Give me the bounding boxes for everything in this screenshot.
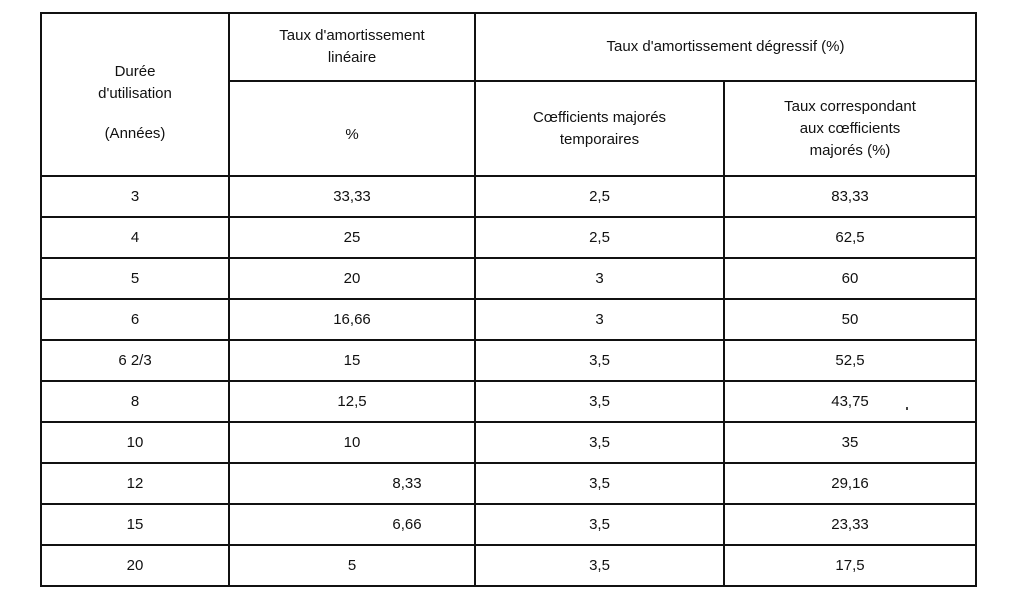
cell-duree: 10 bbox=[41, 422, 229, 463]
cell-coefficient: 2,5 bbox=[475, 176, 724, 217]
header-lineaire-line2: linéaire bbox=[327, 49, 377, 66]
cell-coefficient: 3,5 bbox=[475, 381, 724, 422]
header-taux-line1: Taux correspondant bbox=[784, 97, 916, 115]
table-row bbox=[41, 299, 976, 340]
header-coefficients bbox=[475, 81, 724, 176]
table-row bbox=[41, 340, 976, 381]
depreciation-rates-table bbox=[40, 12, 977, 587]
cell-lineaire: 6,66 bbox=[229, 504, 475, 545]
cell-duree: 15 bbox=[41, 504, 229, 545]
cell-duree: 4 bbox=[41, 217, 229, 258]
cell-coefficient: 3,5 bbox=[475, 463, 724, 504]
header-lineaire-unit: % bbox=[345, 125, 359, 143]
header-taux-line3: majorés (%) bbox=[809, 141, 891, 159]
header-lineaire bbox=[229, 13, 475, 81]
cell-lineaire: 20 bbox=[229, 258, 475, 299]
table-row bbox=[41, 504, 976, 545]
cell-lineaire: 12,5 bbox=[229, 381, 475, 422]
cell-taux: 52,5 bbox=[724, 340, 976, 381]
header-coef-line2: temporaires bbox=[559, 130, 640, 148]
table-row bbox=[41, 217, 976, 258]
cell-coefficient: 3 bbox=[475, 258, 724, 299]
cell-lineaire: 5 bbox=[229, 545, 475, 586]
cell-lineaire: 15 bbox=[229, 340, 475, 381]
table-row bbox=[41, 422, 976, 463]
cell-taux: 83,33 bbox=[724, 176, 976, 217]
cell-duree: 8 bbox=[41, 381, 229, 422]
header-taux-majores bbox=[724, 81, 976, 176]
cell-duree: 20 bbox=[41, 545, 229, 586]
cell-taux: 43,75 bbox=[724, 381, 976, 422]
header-duree-line1: Durée bbox=[114, 62, 156, 80]
header-duree-line2: d'utilisation bbox=[98, 84, 172, 102]
table-row bbox=[41, 381, 976, 422]
cell-lineaire: 16,66 bbox=[229, 299, 475, 340]
table-row bbox=[41, 545, 976, 586]
cell-duree: 6 2/3 bbox=[41, 340, 229, 381]
table-row bbox=[41, 258, 976, 299]
cell-lineaire: 25 bbox=[229, 217, 475, 258]
cell-coefficient: 3 bbox=[475, 299, 724, 340]
cell-duree: 6 bbox=[41, 299, 229, 340]
cell-duree: 5 bbox=[41, 258, 229, 299]
header-lineaire-line1: Taux d'amortissement bbox=[279, 27, 425, 44]
table-row bbox=[41, 176, 976, 217]
cell-coefficient: 3,5 bbox=[475, 545, 724, 586]
header-lineaire-unit-cell bbox=[229, 81, 475, 176]
cell-taux: 62,5 bbox=[724, 217, 976, 258]
header-row-1 bbox=[41, 13, 976, 81]
scan-speck bbox=[906, 407, 908, 410]
table-row bbox=[41, 463, 976, 504]
cell-taux: 60 bbox=[724, 258, 976, 299]
cell-taux: 23,33 bbox=[724, 504, 976, 545]
cell-lineaire: 10 bbox=[229, 422, 475, 463]
header-duree-unit: (Années) bbox=[104, 124, 166, 142]
cell-lineaire: 33,33 bbox=[229, 176, 475, 217]
header-duree bbox=[41, 13, 229, 176]
cell-taux: 35 bbox=[724, 422, 976, 463]
cell-coefficient: 3,5 bbox=[475, 422, 724, 463]
cell-coefficient: 3,5 bbox=[475, 504, 724, 545]
cell-duree: 12 bbox=[41, 463, 229, 504]
header-degressif: Taux d'amortissement dégressif (%) bbox=[475, 13, 976, 81]
cell-taux: 50 bbox=[724, 299, 976, 340]
cell-coefficient: 2,5 bbox=[475, 217, 724, 258]
cell-taux: 29,16 bbox=[724, 463, 976, 504]
cell-coefficient: 3,5 bbox=[475, 340, 724, 381]
header-taux-line2: aux cœfficients bbox=[799, 119, 901, 137]
cell-taux: 17,5 bbox=[724, 545, 976, 586]
cell-duree: 3 bbox=[41, 176, 229, 217]
cell-lineaire: 8,33 bbox=[229, 463, 475, 504]
header-coef-line1: Cœfficients majorés bbox=[532, 108, 667, 126]
